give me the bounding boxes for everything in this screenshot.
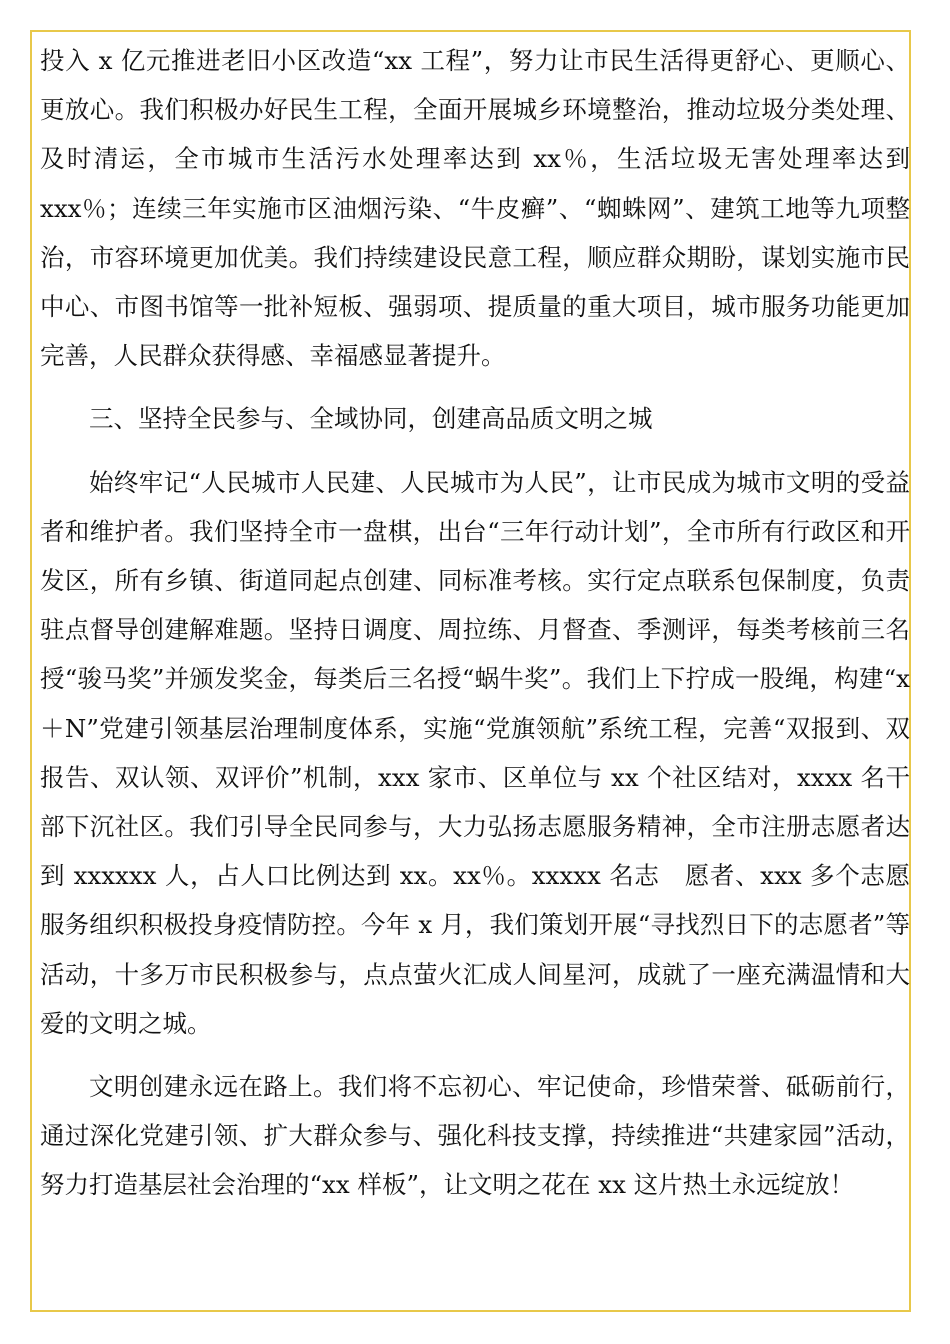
closing-paragraph: 文明创建永远在路上。我们将不忘初心、牢记使命，珍惜荣誉、砥砺前行，通过深化党建引领、扩大群众参与、强化科技支撑，持续推进“共建家园”活动，努力打造基层社会治理的“xx 样板”，让文明之花在 xx 这片热土永远绽放！ xyxy=(40,1072,910,1200)
body-paragraph: 始终牢记“人民城市人民建、人民城市为人民”，让市民成为城市文明的受益者和维护者。我们坚持全市一盘棋，出台“三年行动计划”，全市所有行政区和开发区，所有乡镇、街道同起点创建、同标准考核。实行定点联系包保制度，负责驻点督导创建解难题。坚持日调度、周拉练、月督查、季测评，每类考核前三名授“骏马奖”并颁发奖金，每类后三名授“蜗牛奖”。我们上下拧成一股绳，构建“x＋N”党建引领基层治理制度体系，实施“党旗领航”系统工程，完善“双报到、双报告、双认领、双评价”机制，xxx 家市、区单位与 xx 个社区结对，xxxx 名干部下沉社区。我们引导全民同参与，大力弘扬志愿服务精神，全市注册志愿者达到 xxxxxx 人，占人口比例达到 xx。xx％。xxxxx 名志 愿者、xxx 多个志愿服务组织积极投身疫情防控。今年 x 月，我们策划开展“寻找烈日下的志愿者”等活动，十多万市民积极参与，点点萤火汇成人间星河，成就了一座充满温情和大爱的文明之城。 xyxy=(40,467,910,1038)
document-body xyxy=(40,36,910,1210)
section-heading: 三、坚持全民参与、全域协同，创建高品质文明之城 xyxy=(89,404,653,434)
body-paragraph-continued: 投入 x 亿元推进老旧小区改造“xx 工程”，努力让市民生活得更舒心、更顺心、更放心。我们积极办好民生工程，全面开展城乡环境整治，推动垃圾分类处理、及时清运，全市城市生活污水处理率达到 xx％，生活垃圾无害处理率达到 xxx％；连续三年实施市区油烟污染、“牛皮癣”、“蜘蛛网”、建筑工地等九项整治，市容环境更加优美。我们持续建设民意工程，顺应群众期盼，谋划实施市民中心、市图书馆等一批补短板、强弱项、提质量的重大项目，城市服务功能更加完善，人民群众获得感、幸福感显著提升。 xyxy=(40,46,910,371)
